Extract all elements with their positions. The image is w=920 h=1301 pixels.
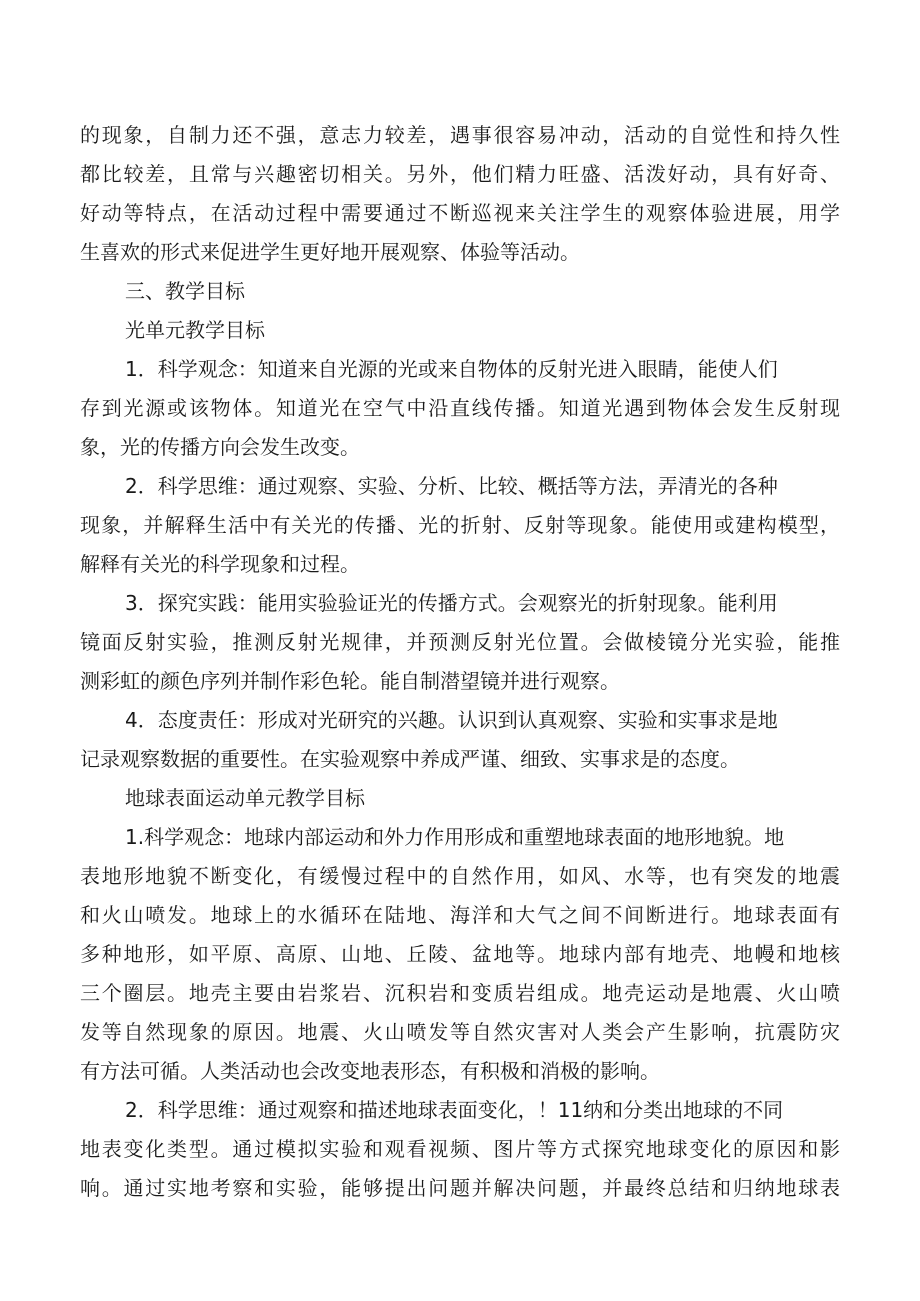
body-text bbox=[80, 116, 840, 1208]
goal-line: 测彩虹的颜色序列并制作彩色轮。能自制潜望镜并进行观察。 bbox=[80, 669, 620, 693]
paragraph-line: 都比较差，且常与兴趣密切相关。另外，他们精力旺盛、活泼好动，具有好奇、 bbox=[80, 162, 840, 186]
goal-line: 响。通过实地考察和实验，能够提出问题并解决问题，并最终总结和归纳地球表 bbox=[80, 1176, 840, 1200]
goal-line: 存到光源或该物体。知道光在空气中沿直线传播。知道光遇到物体会发生反射现 bbox=[80, 396, 840, 420]
paragraph-line: 生喜欢的形式来促进学生更好地开展观察、体验等活动。 bbox=[80, 240, 580, 264]
paragraph-line: 好动等特点，在活动过程中需要通过不断巡视来关注学生的观察体验进展，用学 bbox=[80, 201, 840, 225]
goal-line: 表地形地貌不断变化，有缓慢过程中的自然作用，如风、水等，也有突发的地震 bbox=[80, 864, 840, 888]
goal-line: 有方法可循。人类活动也会改变地表形态，有积极和消极的影响。 bbox=[80, 1059, 660, 1083]
goal-line: 地表变化类型。通过模拟实验和观看视频、图片等方式探究地球变化的原因和影 bbox=[80, 1137, 840, 1161]
goal-line: 三个圈层。地壳主要由岩浆岩、沉积岩和变质岩组成。地壳运动是地震、火山喷 bbox=[80, 981, 840, 1005]
goal-line: 解释有关光的科学现象和过程。 bbox=[80, 552, 360, 576]
unit-heading-light: 光单元教学目标 bbox=[125, 318, 265, 342]
goal-line: 1.科学观念：地球内部运动和外力作用形成和重塑地球表面的地形地貌。地 bbox=[125, 825, 785, 849]
goal-line: 象，光的传播方向会发生改变。 bbox=[80, 435, 360, 459]
goal-line: 2．科学思维：通过观察、实验、分析、比较、概括等方法，弄清光的各种 bbox=[125, 474, 778, 498]
goal-line: 2．科学思维：通过观察和描述地球表面变化，！11纳和分类出地球的不同 bbox=[125, 1098, 784, 1122]
unit-heading-earth: 地球表面运动单元教学目标 bbox=[125, 786, 365, 810]
section-heading: 三、教学目标 bbox=[125, 279, 245, 303]
goal-line: 和火山喷发。地球上的水循环在陆地、海洋和大气之间不间断进行。地球表面有 bbox=[80, 903, 840, 927]
goal-line: 镜面反射实验，推测反射光规律，并预测反射光位置。会做棱镜分光实验，能推 bbox=[80, 630, 840, 654]
goal-line: 现象，并解释生活中有关光的传播、光的折射、反射等现象。能使用或建构模型， bbox=[80, 513, 840, 537]
goal-line: 发等自然现象的原因。地震、火山喷发等自然灾害对人类会产生影响，抗震防灾 bbox=[80, 1020, 840, 1044]
goal-line: 1．科学观念：知道来自光源的光或来自物体的反射光进入眼睛，能使人们 bbox=[125, 357, 778, 381]
goal-line: 记录观察数据的重要性。在实验观察中养成严谨、细致、实事求是的态度。 bbox=[80, 747, 740, 771]
goal-line: 3．探究实践：能用实验验证光的传播方式。会观察光的折射现象。能利用 bbox=[125, 591, 778, 615]
paragraph-line: 的现象，自制力还不强，意志力较差，遇事很容易冲动，活动的自觉性和持久性 bbox=[80, 123, 840, 147]
goal-line: 4．态度责任：形成对光研究的兴趣。认识到认真观察、实验和实事求是地 bbox=[125, 708, 778, 732]
goal-line: 多种地形，如平原、高原、山地、丘陵、盆地等。地球内部有地壳、地幔和地核 bbox=[80, 942, 840, 966]
